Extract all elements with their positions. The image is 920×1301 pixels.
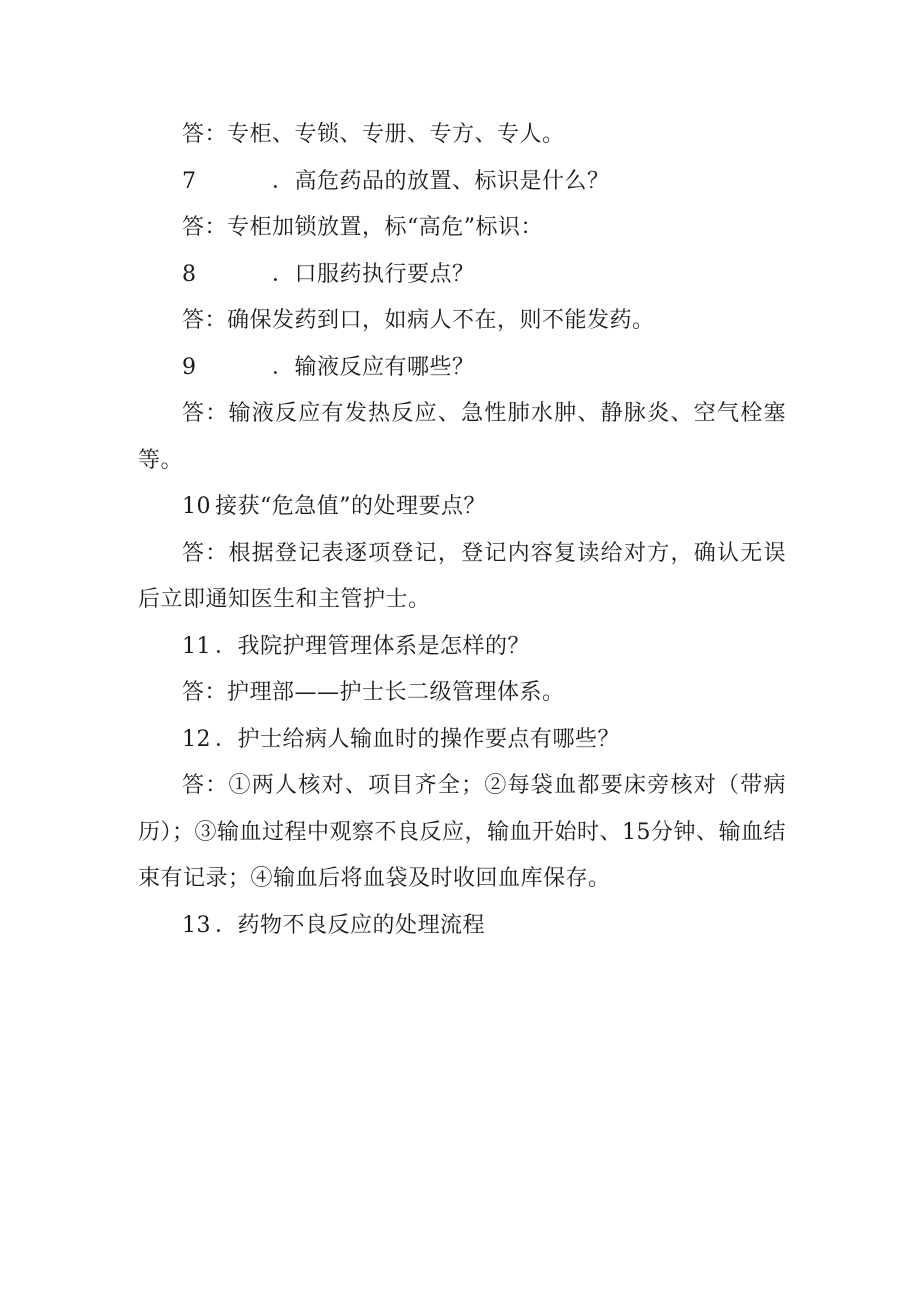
question-8	[138, 252, 786, 299]
question-number: 10	[182, 494, 211, 519]
question-number: 11	[182, 633, 211, 659]
question-number: 12	[182, 726, 211, 752]
question-13	[138, 903, 786, 950]
answer-paragraph: 答：护理部——护士长二级管理体系。	[182, 680, 565, 705]
question-number: 8	[182, 261, 197, 287]
question-text: ．输液反应有哪些？	[272, 354, 475, 380]
answer-paragraph: 答：输液反应有发热反应、急性肺水肿、静脉炎、空气栓塞等。	[138, 401, 786, 473]
question-text: ．我院护理管理体系是怎样的？	[215, 633, 531, 659]
question-text: ．口服药执行要点？	[272, 261, 475, 287]
question-text: 接获“危急值”的处理要点？	[215, 494, 486, 519]
question-7	[138, 159, 786, 206]
answer-paragraph: 答：根据登记表逐项登记，登记内容复读给对方，确认无误后立即通知医生和主管护士。	[138, 540, 786, 612]
answer-paragraph: 答：专柜、专锁、专册、专方、专人。	[182, 122, 565, 147]
question-text: ．药物不良反应的处理流程	[215, 912, 486, 938]
question-text: ．高危药品的放置、标识是什么？	[272, 168, 610, 194]
question-number: 13	[182, 912, 211, 938]
document-body	[138, 112, 786, 949]
question-number: 9	[182, 354, 197, 380]
answer-paragraph: 答：确保发药到口，如病人不在，则不能发药。	[182, 308, 655, 333]
question-text: ．护士给病人输血时的操作要点有哪些？	[215, 726, 621, 752]
question-10	[138, 484, 786, 531]
question-9	[138, 345, 786, 392]
answer-paragraph: 答：专柜加锁放置，标“高危”标识：	[182, 215, 543, 240]
question-number: 7	[182, 168, 197, 194]
answer-paragraph: 答：①两人核对、项目齐全；②每袋血都要床旁核对（带病历）；③输血过程中观察不良反应，输血开始时、15分钟、输血结束有记录；④输血后将血袋及时收回血库保存。	[138, 773, 786, 891]
question-12	[138, 717, 786, 764]
question-11	[138, 624, 786, 671]
